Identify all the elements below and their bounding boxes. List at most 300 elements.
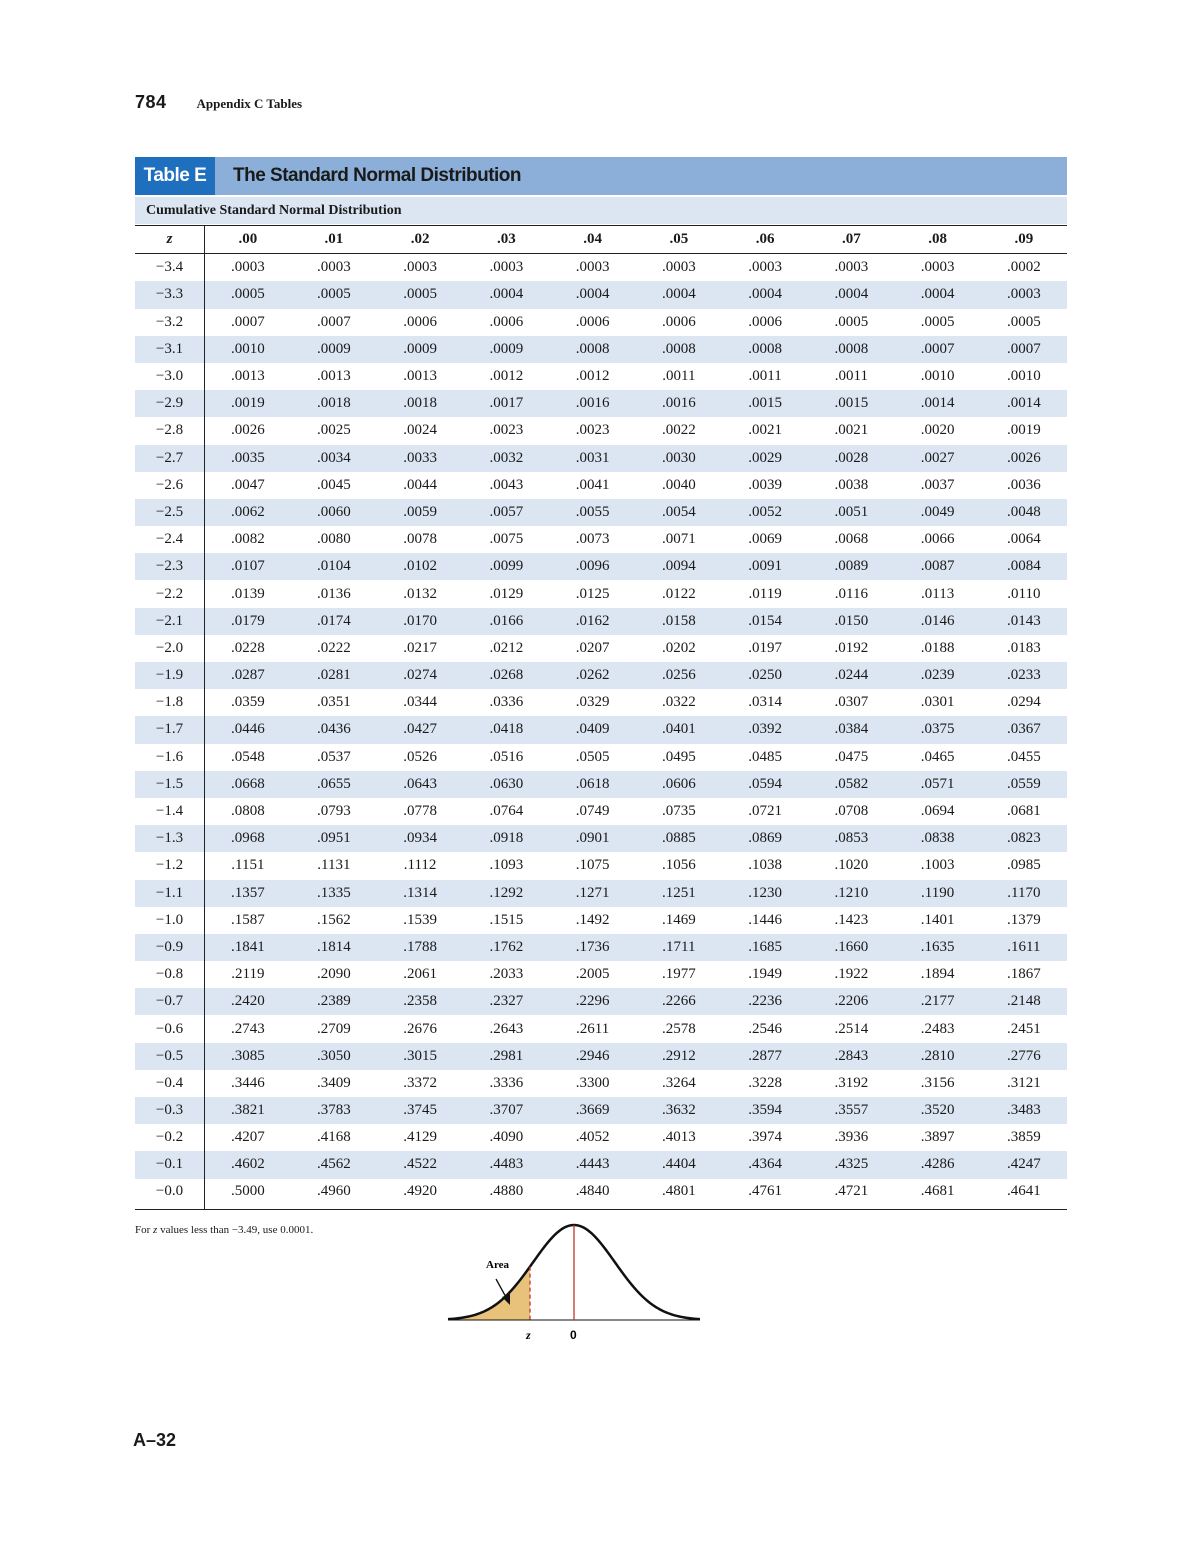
z-value-cell: −2.0 <box>135 635 205 662</box>
probability-cell: .1112 <box>403 857 437 874</box>
probability-cell: .0017 <box>489 395 524 412</box>
probability-cell: .3707 <box>489 1102 524 1119</box>
probability-cell: .5000 <box>205 1179 291 1210</box>
probability-cell: .0384 <box>834 721 869 738</box>
probability-cell: .0025 <box>317 422 351 439</box>
probability-cell: .0222 <box>317 639 351 656</box>
probability-cell: .4207 <box>231 1129 265 1146</box>
probability-cell: .4325 <box>834 1156 869 1173</box>
probability-cell: .0047 <box>231 476 265 493</box>
probability-cell: .0006 <box>748 313 782 330</box>
probability-cell: .2358 <box>403 993 437 1010</box>
footnote-variable: z <box>153 1224 158 1236</box>
probability-cell: .1515 <box>489 911 524 928</box>
probability-cell: .0869 <box>748 830 782 847</box>
probability-cell: .0485 <box>748 748 782 765</box>
probability-cell: .2177 <box>920 993 955 1010</box>
probability-cell: .0026 <box>231 422 265 439</box>
probability-cell: .0505 <box>575 748 610 765</box>
probability-cell: .0475 <box>834 748 869 765</box>
probability-cell: .0009 <box>317 340 351 357</box>
probability-cell: .0052 <box>748 503 782 520</box>
probability-cell: .0655 <box>317 775 351 792</box>
probability-cell: .0537 <box>317 748 351 765</box>
probability-cell: .3745 <box>403 1102 437 1119</box>
probability-cell: .0262 <box>575 667 610 684</box>
probability-cell: .0012 <box>575 368 610 385</box>
table-label: Table E <box>135 157 215 195</box>
probability-cell: .3821 <box>231 1102 265 1119</box>
probability-cell: .0029 <box>748 449 782 466</box>
probability-cell: .0793 <box>317 803 351 820</box>
z-value-cell: −0.0 <box>135 1179 205 1210</box>
probability-cell: .2643 <box>489 1020 524 1037</box>
probability-cell: .0244 <box>834 667 869 684</box>
column-header: .06 <box>722 226 808 254</box>
probability-cell: .0212 <box>489 639 524 656</box>
probability-cell: .0495 <box>662 748 696 765</box>
probability-cell: .0008 <box>575 340 610 357</box>
probability-cell: .0427 <box>403 721 437 738</box>
probability-cell: .0089 <box>834 558 869 575</box>
column-header: .02 <box>377 226 463 254</box>
probability-cell: .0004 <box>575 286 610 303</box>
probability-cell: .4404 <box>662 1156 696 1173</box>
table-row <box>135 1043 1067 1070</box>
probability-cell: .0027 <box>920 449 955 466</box>
probability-cell: .0301 <box>920 694 955 711</box>
probability-cell: .2981 <box>489 1047 524 1064</box>
probability-cell: .0901 <box>575 830 610 847</box>
probability-cell: .0023 <box>575 422 610 439</box>
probability-cell: .0007 <box>1007 340 1041 357</box>
probability-cell: .2810 <box>920 1047 955 1064</box>
probability-cell: .1685 <box>748 938 782 955</box>
probability-cell: .1977 <box>662 966 696 983</box>
z-value-cell: −3.4 <box>135 254 205 282</box>
probability-cell: .0002 <box>1007 259 1041 276</box>
probability-cell: .2236 <box>748 993 782 1010</box>
probability-cell: .0146 <box>920 612 955 629</box>
table-row <box>135 580 1067 607</box>
probability-cell: .4443 <box>575 1156 610 1173</box>
probability-cell: .3859 <box>1007 1129 1041 1146</box>
probability-cell: .0256 <box>662 667 696 684</box>
table-row <box>135 553 1067 580</box>
probability-cell: .0119 <box>748 585 782 602</box>
probability-cell: .3936 <box>834 1129 869 1146</box>
z-value-cell: −3.2 <box>135 309 205 336</box>
probability-cell: .0084 <box>1007 558 1041 575</box>
probability-cell: .0274 <box>403 667 437 684</box>
probability-cell: .0073 <box>575 531 610 548</box>
probability-cell: .0630 <box>489 775 524 792</box>
probability-cell: .0694 <box>920 803 955 820</box>
probability-cell: .4286 <box>920 1156 955 1173</box>
probability-cell: .0044 <box>403 476 437 493</box>
probability-cell: .3015 <box>403 1047 437 1064</box>
table-row <box>135 880 1067 907</box>
probability-cell: .0359 <box>231 694 265 711</box>
probability-cell: .0059 <box>403 503 437 520</box>
probability-cell: .1539 <box>403 911 437 928</box>
probability-cell: .0008 <box>662 340 696 357</box>
probability-cell: .2451 <box>1007 1020 1041 1037</box>
probability-cell: .0104 <box>317 558 351 575</box>
probability-cell: .0516 <box>489 748 524 765</box>
table-subtitle-bar <box>135 197 1067 224</box>
probability-cell: .1492 <box>575 911 610 928</box>
probability-cell: .1841 <box>231 938 265 955</box>
running-head-title: Appendix C Tables <box>196 96 303 111</box>
probability-cell: .2776 <box>1007 1047 1041 1064</box>
table-row <box>135 798 1067 825</box>
probability-cell: .0125 <box>575 585 610 602</box>
probability-cell: .0618 <box>575 775 610 792</box>
z-value-cell: −0.4 <box>135 1070 205 1097</box>
probability-cell: .0032 <box>489 449 524 466</box>
probability-cell: .0036 <box>1007 476 1041 493</box>
z-value-cell: −0.6 <box>135 1015 205 1042</box>
table-row <box>135 526 1067 553</box>
probability-cell: .4840 <box>550 1179 636 1210</box>
probability-cell: .3372 <box>403 1074 437 1091</box>
probability-cell: .3632 <box>662 1102 696 1119</box>
probability-cell: .2389 <box>317 993 351 1010</box>
table-row <box>135 1015 1067 1042</box>
probability-cell: .0009 <box>403 340 437 357</box>
table-row <box>135 254 1067 282</box>
table-row <box>135 499 1067 526</box>
z-value-cell: −2.9 <box>135 390 205 417</box>
probability-cell: .0007 <box>920 340 955 357</box>
column-header: .07 <box>808 226 894 254</box>
z-value-cell: −2.2 <box>135 580 205 607</box>
table-row <box>135 1070 1067 1097</box>
probability-cell: .1660 <box>834 938 869 955</box>
probability-cell: .1423 <box>834 911 869 928</box>
footnote <box>135 1224 313 1236</box>
probability-cell: .4681 <box>895 1179 981 1210</box>
probability-cell: .0096 <box>575 558 610 575</box>
table-row <box>135 1151 1067 1178</box>
probability-cell: .1469 <box>662 911 696 928</box>
probability-cell: .3228 <box>748 1074 782 1091</box>
table-row <box>135 363 1067 390</box>
probability-cell: .3520 <box>920 1102 955 1119</box>
probability-cell: .0294 <box>1007 694 1041 711</box>
probability-cell: .0014 <box>1007 395 1041 412</box>
probability-cell: .0344 <box>403 694 437 711</box>
z-value-cell: −0.2 <box>135 1124 205 1151</box>
probability-cell: .0006 <box>575 313 610 330</box>
probability-cell: .0681 <box>1007 803 1041 820</box>
probability-cell: .0329 <box>575 694 610 711</box>
probability-cell: .3121 <box>1007 1074 1041 1091</box>
table-row <box>135 744 1067 771</box>
probability-cell: .0418 <box>489 721 524 738</box>
probability-cell: .0099 <box>489 558 524 575</box>
probability-cell: .0033 <box>403 449 437 466</box>
probability-cell: .0005 <box>920 313 955 330</box>
probability-cell: .0166 <box>489 612 524 629</box>
probability-cell: .0207 <box>575 639 610 656</box>
footnote-prefix: For <box>135 1224 154 1236</box>
probability-cell: .4052 <box>575 1129 610 1146</box>
probability-cell: .3409 <box>317 1074 351 1091</box>
probability-cell: .0808 <box>231 803 265 820</box>
probability-cell: .0023 <box>489 422 524 439</box>
probability-cell: .0055 <box>575 503 610 520</box>
z-value-cell: −3.1 <box>135 336 205 363</box>
probability-cell: .1379 <box>1007 911 1041 928</box>
probability-cell: .0409 <box>575 721 610 738</box>
probability-cell: .0012 <box>489 368 524 385</box>
probability-cell: .2148 <box>1007 993 1041 1010</box>
probability-cell: .1762 <box>489 938 524 955</box>
probability-cell: .4641 <box>981 1179 1067 1210</box>
table-row <box>135 336 1067 363</box>
probability-cell: .0015 <box>834 395 869 412</box>
probability-cell: .2843 <box>834 1047 869 1064</box>
probability-cell: .0040 <box>662 476 696 493</box>
probability-cell: .0082 <box>231 531 265 548</box>
probability-cell: .0066 <box>920 531 955 548</box>
probability-cell: .3156 <box>920 1074 955 1091</box>
probability-cell: .3085 <box>231 1047 265 1064</box>
probability-cell: .0143 <box>1007 612 1041 629</box>
table-row <box>135 309 1067 336</box>
probability-cell: .0006 <box>489 313 524 330</box>
probability-cell: .2578 <box>662 1020 696 1037</box>
z-value-cell: −0.9 <box>135 934 205 961</box>
probability-cell: .0087 <box>920 558 955 575</box>
probability-cell: .1401 <box>920 911 955 928</box>
probability-cell: .0179 <box>231 612 265 629</box>
probability-cell: .0020 <box>920 422 955 439</box>
probability-cell: .0068 <box>834 531 869 548</box>
probability-cell: .4090 <box>489 1129 524 1146</box>
probability-cell: .0838 <box>920 830 955 847</box>
probability-cell: .0011 <box>662 368 696 385</box>
probability-cell: .3783 <box>317 1102 351 1119</box>
z-value-cell: −0.7 <box>135 988 205 1015</box>
z-value-cell: −2.6 <box>135 472 205 499</box>
probability-cell: .1788 <box>403 938 437 955</box>
z-value-cell: −2.8 <box>135 417 205 444</box>
probability-cell: .0336 <box>489 694 524 711</box>
probability-cell: .1562 <box>317 911 351 928</box>
z-value-cell: −1.4 <box>135 798 205 825</box>
probability-cell: .1170 <box>1007 884 1041 901</box>
probability-cell: .1867 <box>1007 966 1041 983</box>
z-table-head <box>135 226 1067 254</box>
table-row <box>135 417 1067 444</box>
probability-cell: .0004 <box>834 286 869 303</box>
probability-cell: .0003 <box>403 259 437 276</box>
probability-cell: .0026 <box>1007 449 1041 466</box>
table-row <box>135 907 1067 934</box>
table-row <box>135 390 1067 417</box>
probability-cell: .0037 <box>920 476 955 493</box>
probability-cell: .0749 <box>575 803 610 820</box>
probability-cell: .0526 <box>403 748 437 765</box>
probability-cell: .0918 <box>489 830 524 847</box>
table-row <box>135 1097 1067 1124</box>
probability-cell: .0606 <box>662 775 696 792</box>
probability-cell: .4522 <box>403 1156 437 1173</box>
probability-cell: .1056 <box>662 857 696 874</box>
probability-cell: .0367 <box>1007 721 1041 738</box>
probability-cell: .0010 <box>920 368 955 385</box>
probability-cell: .3557 <box>834 1102 869 1119</box>
table-row <box>135 662 1067 689</box>
probability-cell: .1335 <box>317 884 351 901</box>
probability-cell: .0401 <box>662 721 696 738</box>
normal-curve-figure <box>440 1215 710 1350</box>
probability-cell: .0043 <box>489 476 524 493</box>
probability-cell: .0436 <box>317 721 351 738</box>
probability-cell: .0038 <box>834 476 869 493</box>
probability-cell: .0091 <box>748 558 782 575</box>
probability-cell: .0005 <box>231 286 265 303</box>
probability-cell: .1038 <box>748 857 782 874</box>
probability-cell: .3594 <box>748 1102 782 1119</box>
probability-cell: .2611 <box>576 1020 610 1037</box>
z-value-cell: −2.3 <box>135 553 205 580</box>
probability-cell: .1894 <box>920 966 955 983</box>
probability-cell: .1271 <box>575 884 610 901</box>
probability-cell: .0003 <box>662 259 696 276</box>
probability-cell: .2005 <box>575 966 610 983</box>
probability-cell: .0102 <box>403 558 437 575</box>
z-value-cell: −1.8 <box>135 689 205 716</box>
probability-cell: .2546 <box>748 1020 782 1037</box>
probability-cell: .0006 <box>662 313 696 330</box>
probability-cell: .0139 <box>231 585 265 602</box>
probability-cell: .1446 <box>748 911 782 928</box>
probability-cell: .0392 <box>748 721 782 738</box>
probability-cell: .0571 <box>920 775 955 792</box>
z-value-cell: −1.1 <box>135 880 205 907</box>
probability-cell: .0003 <box>489 259 524 276</box>
z-value-cell: −0.1 <box>135 1151 205 1178</box>
probability-cell: .0233 <box>1007 667 1041 684</box>
probability-cell: .0594 <box>748 775 782 792</box>
probability-cell: .0228 <box>231 639 265 656</box>
probability-cell: .0048 <box>1007 503 1041 520</box>
probability-cell: .1736 <box>575 938 610 955</box>
table-row <box>135 934 1067 961</box>
probability-cell: .1314 <box>403 884 437 901</box>
probability-cell: .0004 <box>920 286 955 303</box>
probability-cell: .0559 <box>1007 775 1041 792</box>
probability-cell: .0005 <box>403 286 437 303</box>
probability-cell: .1587 <box>231 911 265 928</box>
probability-cell: .1003 <box>920 857 955 874</box>
probability-cell: .0018 <box>317 395 351 412</box>
probability-cell: .2946 <box>575 1047 610 1064</box>
probability-cell: .0239 <box>920 667 955 684</box>
probability-cell: .2420 <box>231 993 265 1010</box>
probability-cell: .2296 <box>575 993 610 1010</box>
probability-cell: .0054 <box>662 503 696 520</box>
probability-cell: .0004 <box>489 286 524 303</box>
table-row <box>135 961 1067 988</box>
probability-cell: .3483 <box>1007 1102 1041 1119</box>
probability-cell: .1949 <box>748 966 782 983</box>
zero-axis-label: 0 <box>570 1328 577 1342</box>
probability-cell: .2033 <box>489 966 524 983</box>
probability-cell: .0010 <box>1007 368 1041 385</box>
probability-cell: .1075 <box>575 857 610 874</box>
table-header-band <box>135 157 1067 195</box>
probability-cell: .0022 <box>662 422 696 439</box>
z-value-cell: −2.7 <box>135 445 205 472</box>
probability-cell: .0011 <box>748 368 782 385</box>
probability-cell: .4013 <box>662 1129 696 1146</box>
probability-cell: .0268 <box>489 667 524 684</box>
probability-cell: .0019 <box>1007 422 1041 439</box>
probability-cell: .1020 <box>834 857 869 874</box>
probability-cell: .0021 <box>748 422 782 439</box>
probability-cell: .0003 <box>920 259 955 276</box>
probability-cell: .3300 <box>575 1074 610 1091</box>
probability-cell: .0708 <box>834 803 869 820</box>
column-header: .09 <box>981 226 1067 254</box>
z-value-cell: −1.9 <box>135 662 205 689</box>
probability-cell: .0045 <box>317 476 351 493</box>
probability-cell: .0778 <box>403 803 437 820</box>
probability-cell: .2119 <box>231 966 265 983</box>
probability-cell: .0011 <box>834 368 868 385</box>
probability-cell: .0934 <box>403 830 437 847</box>
z-table <box>135 225 1067 1210</box>
probability-cell: .2483 <box>920 1020 955 1037</box>
probability-cell: .1814 <box>317 938 351 955</box>
probability-cell: .0968 <box>231 830 265 847</box>
column-header-row <box>135 226 1067 254</box>
table-row <box>135 281 1067 308</box>
probability-cell: .0132 <box>403 585 437 602</box>
column-header: .04 <box>550 226 636 254</box>
probability-cell: .2090 <box>317 966 351 983</box>
probability-cell: .0643 <box>403 775 437 792</box>
probability-cell: .0031 <box>575 449 610 466</box>
probability-cell: .0985 <box>1007 857 1041 874</box>
probability-cell: .0287 <box>231 667 265 684</box>
probability-cell: .2912 <box>662 1047 696 1064</box>
z-value-cell: −2.4 <box>135 526 205 553</box>
z-value-cell: −0.3 <box>135 1097 205 1124</box>
probability-cell: .0314 <box>748 694 782 711</box>
probability-cell: .0170 <box>403 612 437 629</box>
page-footer: A–32 <box>133 1430 177 1450</box>
table-title: The Standard Normal Distribution <box>233 165 522 186</box>
area-label: Area <box>486 1259 510 1271</box>
probability-cell: .3974 <box>748 1129 782 1146</box>
probability-cell: .3669 <box>575 1102 610 1119</box>
z-value-cell: −1.6 <box>135 744 205 771</box>
probability-cell: .0003 <box>1007 286 1041 303</box>
table-row <box>135 1179 1067 1210</box>
probability-cell: .0008 <box>748 340 782 357</box>
probability-cell: .0162 <box>575 612 610 629</box>
probability-cell: .0853 <box>834 830 869 847</box>
probability-cell: .3446 <box>231 1074 265 1091</box>
probability-cell: .0322 <box>662 694 696 711</box>
probability-cell: .0150 <box>834 612 869 629</box>
